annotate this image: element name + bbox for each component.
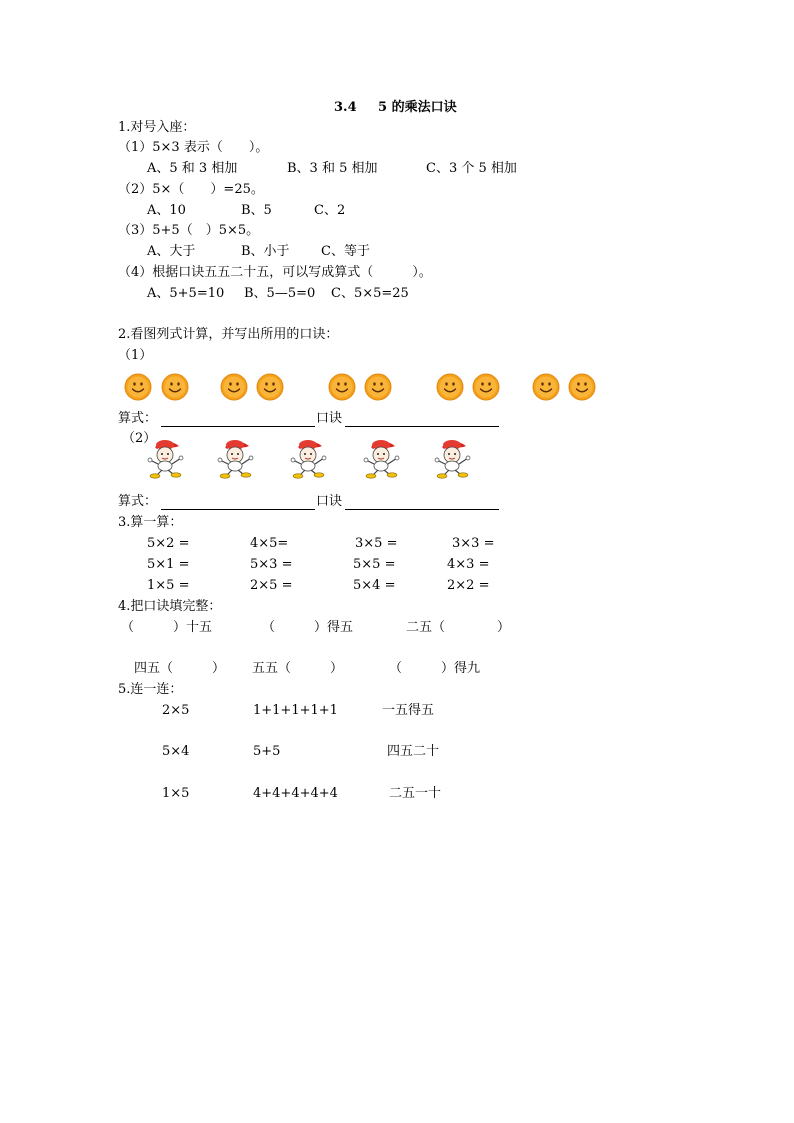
question-1-4: （4）根据口诀五五二十五，可以写成算式（ ）。 [118, 265, 432, 280]
calc-item: 5×1 = [147, 557, 190, 572]
q3-option-c: C、等于 [321, 244, 370, 259]
q3-option-a: A、大于 [147, 244, 196, 259]
formula-answer-line-2[interactable] [161, 509, 315, 510]
q1-option-b: B、3 和 5 相加 [287, 161, 378, 176]
rhyme-answer-line-2[interactable] [345, 509, 499, 510]
fill-rhyme-item: （ ）十五 [121, 620, 213, 635]
calc-item: 5×3 = [250, 557, 293, 572]
cartoon-boy-icon [215, 437, 259, 479]
calc-item: 4×5= [250, 536, 289, 551]
section-1-heading: 1.对号入座： [118, 120, 196, 135]
smiley-face-icon [532, 373, 560, 401]
formula-answer-line-1[interactable] [161, 426, 315, 427]
section-4-heading: 4.把口诀填完整： [118, 599, 222, 614]
q2-option-a: A、10 [147, 203, 186, 218]
rhyme-label-1: 口诀 [316, 411, 343, 426]
section-2-heading: 2.看图列式计算，并写出所用的口诀： [118, 327, 339, 342]
rhyme-answer-line-1[interactable] [345, 426, 499, 427]
section-5-heading: 5.连一连： [118, 682, 183, 697]
q2-option-c: C、2 [314, 203, 346, 218]
q4-option-a: A、5+5=10 [147, 286, 225, 301]
calc-item: 5×4 = [353, 578, 396, 593]
match-rhyme[interactable]: 四五二十 [387, 744, 440, 759]
q2-option-b: B、5 [241, 203, 272, 218]
fill-rhyme-item: （ ）得九 [389, 661, 481, 676]
calc-item: 2×5 = [250, 578, 293, 593]
section-3-heading: 3.算一算： [118, 515, 183, 530]
smiley-face-icon [568, 373, 596, 401]
match-expression[interactable]: 1×5 [162, 786, 190, 801]
q4-option-c: C、5×5=25 [331, 286, 409, 301]
page-title: 5 的乘法口诀 [378, 100, 457, 115]
smiley-face-icon [328, 373, 356, 401]
question-1-2: （2）5×（ ）=25。 [118, 182, 264, 197]
calc-item: 2×2 = [447, 578, 490, 593]
q1-option-c: C、3 个 5 相加 [426, 161, 517, 176]
formula-label-2: 算式： [118, 494, 158, 509]
cartoon-boy-icon [145, 437, 189, 479]
cartoon-boy-icon [361, 437, 405, 479]
part-2-label: （2） [122, 431, 157, 446]
fill-rhyme-item: 五五（ ） [252, 661, 344, 676]
match-rhyme[interactable]: 二五一十 [389, 786, 442, 801]
calc-item: 5×5 = [353, 557, 396, 572]
match-addition[interactable]: 1+1+1+1+1 [253, 703, 338, 718]
calc-item: 5×2 = [147, 536, 190, 551]
formula-label-1: 算式： [118, 411, 158, 426]
q3-option-b: B、小于 [241, 244, 290, 259]
smiley-face-icon [220, 373, 248, 401]
match-expression[interactable]: 2×5 [162, 703, 190, 718]
q4-option-b: B、5—5=0 [244, 286, 316, 301]
fill-rhyme-item: （ ）得五 [262, 620, 354, 635]
match-rhyme[interactable]: 一五得五 [382, 703, 435, 718]
part-1-label: （1） [118, 348, 153, 363]
smiley-face-icon [364, 373, 392, 401]
cartoon-boy-icon [288, 437, 332, 479]
smiley-face-icon [256, 373, 284, 401]
cartoon-boy-icon [432, 437, 476, 479]
calc-item: 4×3 = [447, 557, 490, 572]
calc-item: 3×3 = [452, 536, 495, 551]
smiley-face-icon [472, 373, 500, 401]
match-addition[interactable]: 5+5 [253, 744, 281, 759]
match-expression[interactable]: 5×4 [162, 744, 190, 759]
page-title-number: 3.4 [334, 100, 357, 115]
match-addition[interactable]: 4+4+4+4+4 [253, 786, 338, 801]
smiley-face-icon [124, 373, 152, 401]
calc-item: 1×5 = [147, 578, 190, 593]
fill-rhyme-item: 二五（ ） [406, 620, 511, 635]
q1-option-a: A、5 和 3 相加 [147, 161, 238, 176]
rhyme-label-2: 口诀 [316, 494, 343, 509]
smiley-face-icon [161, 373, 189, 401]
question-1-3: （3）5+5（ ）5×5。 [118, 223, 260, 238]
calc-item: 3×5 = [355, 536, 398, 551]
fill-rhyme-item: 四五（ ） [134, 661, 226, 676]
question-1-1: （1）5×3 表示（ ）。 [118, 140, 269, 155]
smiley-face-icon [436, 373, 464, 401]
